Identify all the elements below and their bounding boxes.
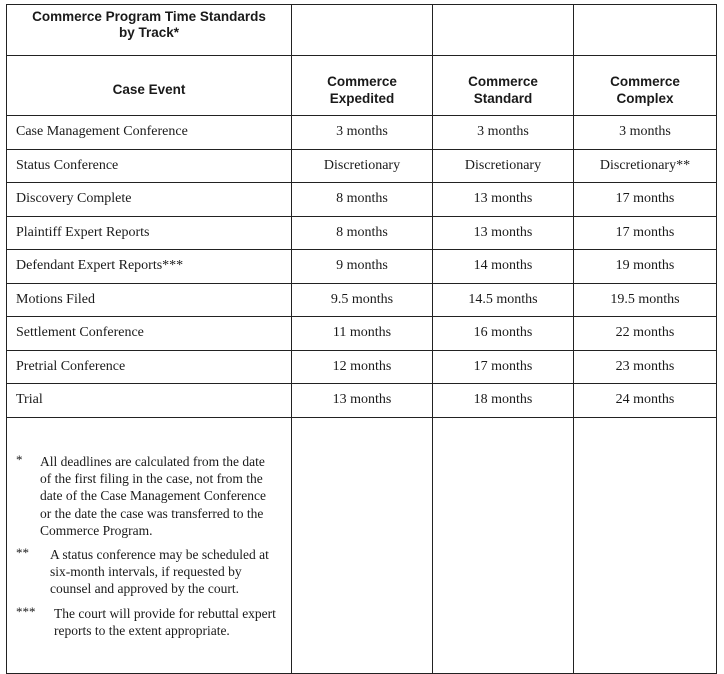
expedited-cell: 11 months [292,317,433,351]
footnotes-empty-cell [574,417,717,673]
table-row [7,250,717,284]
case-event-cell: Pretrial Conference [7,350,292,384]
header-case-event-label: Case Event [112,82,186,97]
time-standards-table [6,4,717,674]
table-row [7,183,717,217]
case-event-cell: Motions Filed [7,283,292,317]
header-row [7,56,717,116]
table-title-line2: by Track* [118,25,180,40]
document-page [6,4,716,654]
table-row [7,350,717,384]
expedited-cell: 3 months [292,116,433,150]
table-row [7,216,717,250]
standard-cell: 18 months [433,384,574,418]
expedited-cell: 9 months [292,250,433,284]
footnote-1-mark: * [16,451,23,467]
expedited-cell: 13 months [292,384,433,418]
standard-cell: 16 months [433,317,574,351]
footnotes-cell [7,417,292,673]
standard-cell: 14.5 months [433,283,574,317]
case-event-cell: Case Management Conference [7,116,292,150]
header-standard-line2: Standard [473,90,533,106]
footnote-3-text: The court will provide for rebuttal expert reports to the extent appropriate. [54,605,276,638]
table-row [7,116,717,150]
expedited-cell: 8 months [292,183,433,217]
case-event-cell: Status Conference [7,149,292,183]
table-row [7,149,717,183]
footnotes-empty-cell [433,417,574,673]
table-row [7,384,717,418]
header-standard [433,56,574,116]
complex-cell: 24 months [574,384,717,418]
table-row [7,317,717,351]
footnote-3 [16,605,279,639]
footnote-1-text: All deadlines are calculated from the date of the first filing in the case, not from the date of the Case Management Conference or the date the case was transferred to the Commerce Program. [40,453,267,538]
standard-cell: 14 months [433,250,574,284]
header-complex-line1: Commerce [610,73,680,89]
standard-cell: 13 months [433,216,574,250]
expedited-cell: 9.5 months [292,283,433,317]
title-empty-cell [433,5,574,56]
header-expedited-line1: Commerce [327,73,397,89]
header-expedited-line2: Expedited [329,90,395,106]
header-case-event [7,56,292,116]
standard-cell: 17 months [433,350,574,384]
complex-cell: 17 months [574,183,717,217]
table-title [7,5,292,56]
complex-cell: 3 months [574,116,717,150]
table-title-line1: Commerce Program Time Standards [32,9,266,24]
header-complex-line2: Complex [616,90,674,106]
complex-cell: Discretionary** [574,149,717,183]
standard-cell: Discretionary [433,149,574,183]
header-standard-line1: Commerce [468,73,538,89]
standard-cell: 3 months [433,116,574,150]
complex-cell: 22 months [574,317,717,351]
case-event-cell: Settlement Conference [7,317,292,351]
header-complex [574,56,717,116]
title-row [7,5,717,56]
footnote-3-mark: *** [16,603,36,619]
footnote-2-mark: ** [16,545,29,560]
expedited-cell: 8 months [292,216,433,250]
complex-cell: 19 months [574,250,717,284]
footnote-2 [16,546,279,598]
header-expedited [292,56,433,116]
title-empty-cell [292,5,433,56]
case-event-cell: Plaintiff Expert Reports [7,216,292,250]
footnote-1 [16,453,279,539]
footnotes-row [7,417,717,673]
case-event-cell: Trial [7,384,292,418]
complex-cell: 23 months [574,350,717,384]
expedited-cell: 12 months [292,350,433,384]
footnotes-empty-cell [292,417,433,673]
footnote-2-text: A status conference may be scheduled at six-month intervals, if requested by counsel and approved by the court. [50,547,269,597]
complex-cell: 17 months [574,216,717,250]
table-row [7,283,717,317]
case-event-cell: Discovery Complete [7,183,292,217]
title-empty-cell [574,5,717,56]
standard-cell: 13 months [433,183,574,217]
expedited-cell: Discretionary [292,149,433,183]
case-event-cell: Defendant Expert Reports*** [7,250,292,284]
complex-cell: 19.5 months [574,283,717,317]
